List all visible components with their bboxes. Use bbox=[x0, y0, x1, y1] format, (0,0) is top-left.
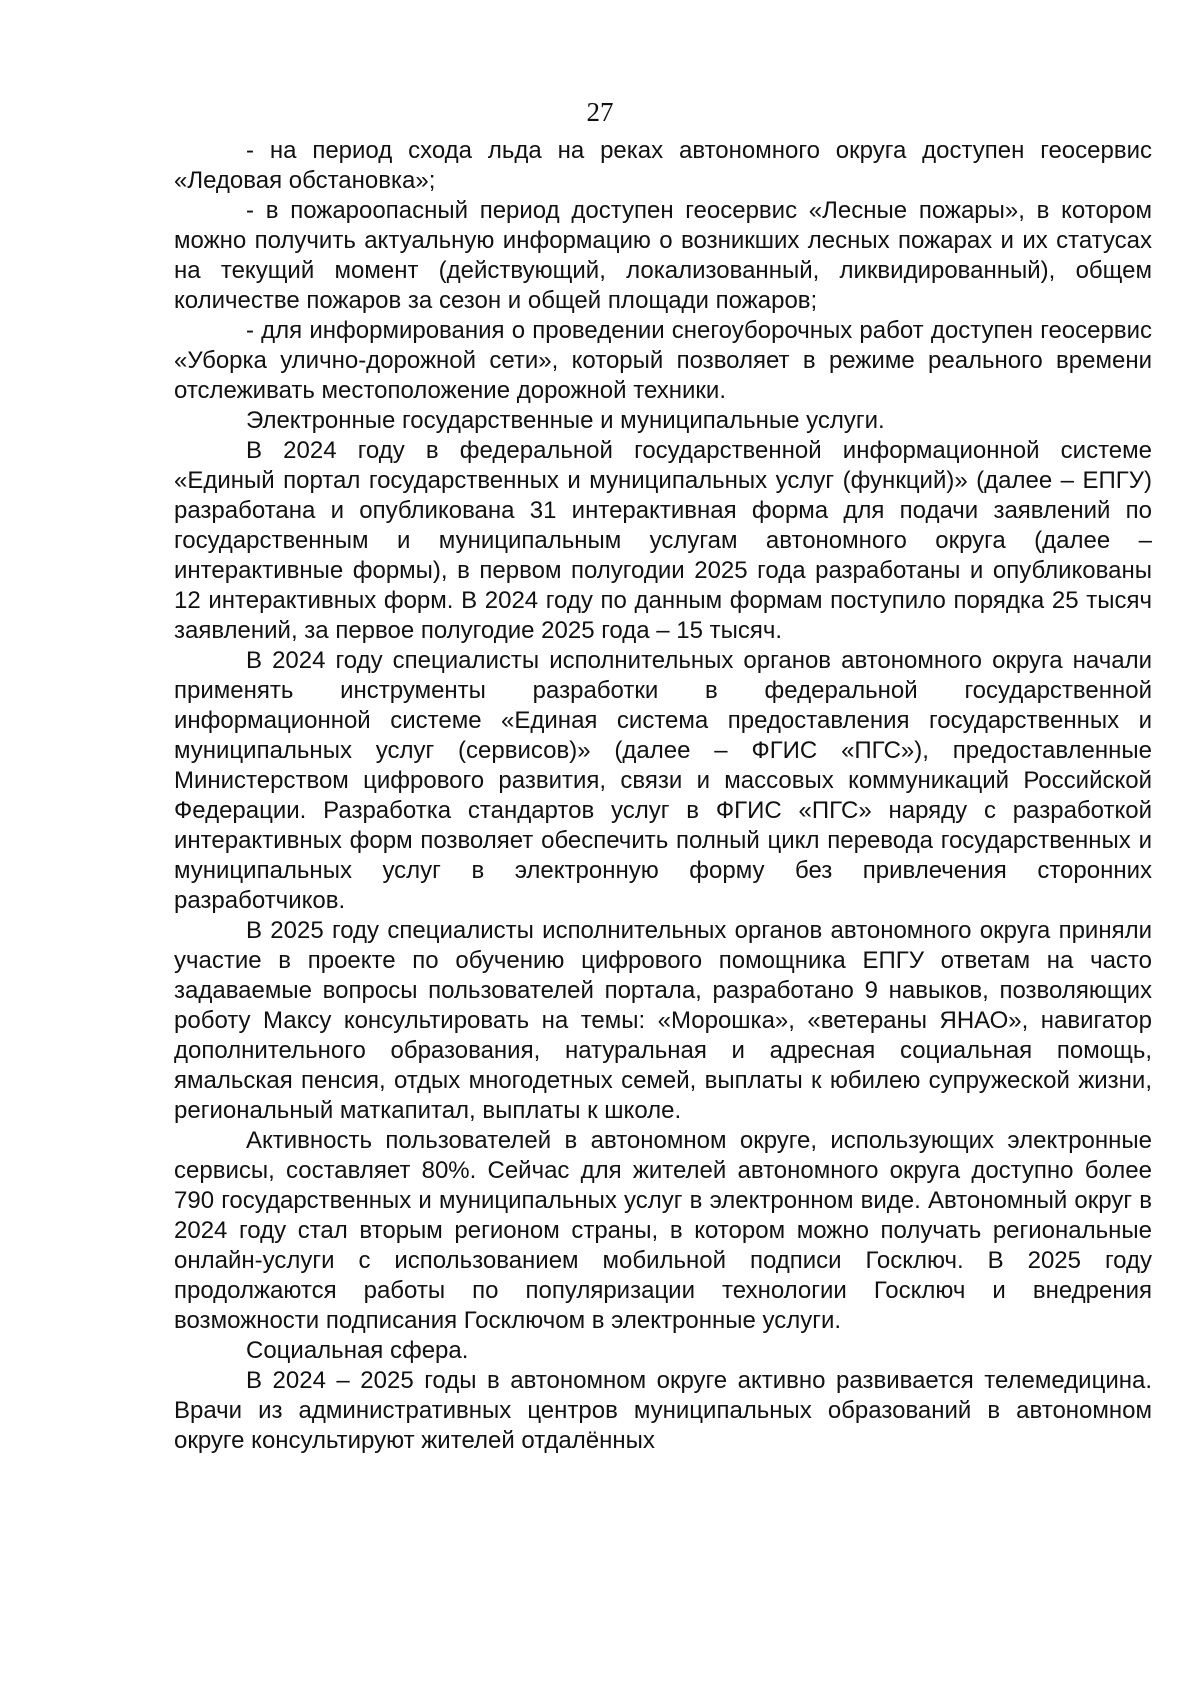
section-heading-e-services: Электронные государственные и муниципальные услуги. bbox=[246, 407, 885, 434]
paragraph-fgis-pgs: В 2024 году специалисты исполнительных органов автономного округа начали применять инструменты разработки в федеральной государственной информационной системе «Единая система предоставления государственных и муниципальных услуг (сервисов)» (далее – ФГИС «ПГС»), предоставленные Министерством цифрового развития, связи и массовых коммуникаций Российской Федерации. Разработка стандартов услуг в ФГИС «ПГС» наряду с разработкой интерактивных форм позволяет обеспечить полный цикл перевода государственных и муниципальных услуг в электронную форму без привлечения сторонних разработчиков. bbox=[174, 647, 1152, 914]
section-heading-social-sphere: Социальная сфера. bbox=[246, 1337, 469, 1364]
list-item-forest-fires-service: - в пожароопасный период доступен геосервис «Лесные пожары», в котором можно получить актуальную информацию о возникших лесных пожарах и их статусах на текущий момент (действующий, локализованный, ликвидированный), общем количестве пожаров за сезон и общей площади пожаров; bbox=[174, 197, 1152, 314]
paragraph-telemedicine: В 2024 – 2025 годы в автономном округе активно развивается телемедицина. Врачи из административных центров муниципальных образований в автономном округе консультируют жителей отдалённых bbox=[174, 1367, 1152, 1454]
page-number: 27 bbox=[586, 97, 614, 127]
list-item-ice-service: - на период схода льда на реках автономного округа доступен геосервис «Ледовая обстановка»; bbox=[174, 137, 1152, 194]
list-item-snow-removal-service: - для информирования о проведении снегоуборочных работ доступен геосервис «Уборка улично-дорожной сети», который позволяет в режиме реального времени отслеживать местоположение дорожной техники. bbox=[174, 317, 1152, 404]
document-body bbox=[174, 136, 1152, 1456]
paragraph-digital-assistant: В 2025 году специалисты исполнительных органов автономного округа приняли участие в проекте по обучению цифрового помощника ЕПГУ ответам на часто задаваемые вопросы пользователей портала, разработано 9 навыков, позволяющих роботу Максу консультировать на темы: «Морошка», «ветераны ЯНАО», навигатор дополнительного образования, натуральная и адресная социальная помощь, ямальская пенсия, отдых многодетных семей, выплаты к юбилею супружеской жизни, региональный маткапитал, выплаты к школе. bbox=[174, 917, 1152, 1124]
paragraph-epgu-forms: В 2024 году в федеральной государственной информационной системе «Единый портал государственных и муниципальных услуг (функций)» (далее – ЕПГУ) разработана и опубликована 31 интерактивная форма для подачи заявлений по государственным и муниципальным услугам автономного округа (далее – интерактивные формы), в первом полугодии 2025 года разработаны и опубликованы 12 интерактивных форм. В 2024 году по данным формам поступило порядка 25 тысяч заявлений, за первое полугодие 2025 года – 15 тысяч. bbox=[174, 437, 1152, 644]
paragraph-user-activity: Активность пользователей в автономном округе, использующих электронные сервисы, составляет 80%. Сейчас для жителей автономного округа доступно более 790 государственных и муниципальных услуг в электронном виде. Автономный округ в 2024 году стал вторым регионом страны, в котором можно получать региональные онлайн-услуги с использованием мобильной подписи Госключ. В 2025 году продолжаются работы по популяризации технологии Госключ и внедрения возможности подписания Госключом в электронные услуги. bbox=[174, 1127, 1152, 1334]
